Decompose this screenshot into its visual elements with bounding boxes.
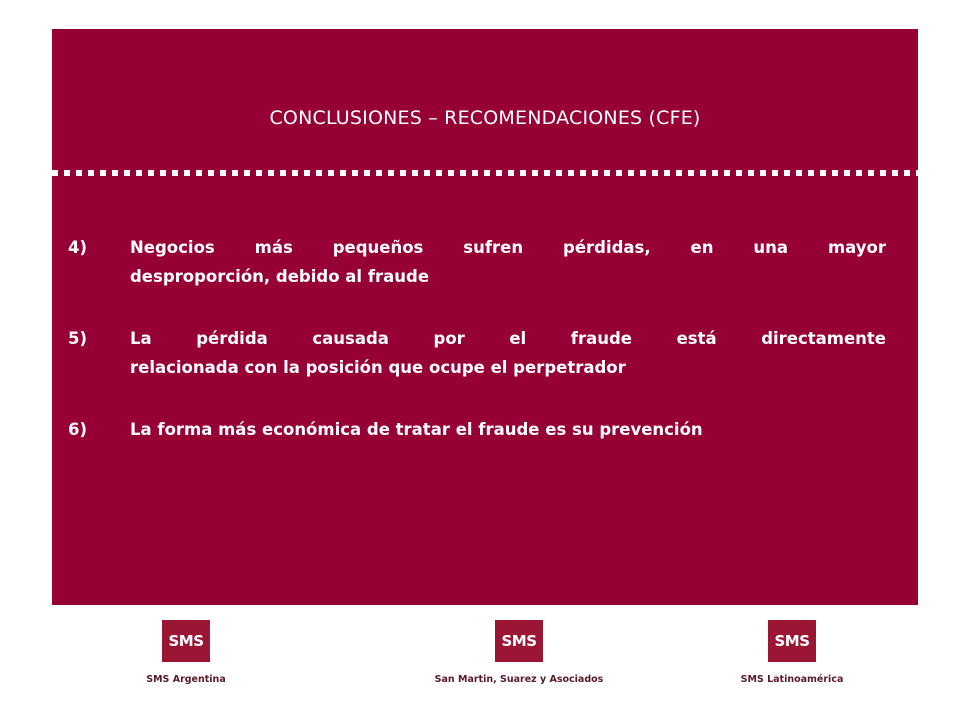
logo-caption: SMS Argentina (146, 674, 226, 685)
item-text-line: La forma más económica de tratar el fraude es su prevención (130, 420, 703, 439)
logo-sms-argentina (116, 620, 256, 685)
list-item (68, 324, 886, 382)
item-text-line: desproporción, debido al fraude (130, 267, 430, 286)
item-text-line: La pérdida causada por el fraude está directamente (130, 329, 886, 348)
sms-logo-mark: SMS (162, 620, 210, 662)
item-text-line: Negocios más pequeños sufren pérdidas, en una mayor (130, 238, 886, 257)
logo-san-martin-suarez (404, 620, 634, 685)
logo-sms-latinoamerica (712, 620, 872, 685)
logo-caption: San Martin, Suarez y Asociados (434, 674, 604, 685)
sms-logo-mark: SMS (495, 620, 543, 662)
item-number: 5) (68, 329, 88, 348)
list-item (68, 233, 886, 291)
dotted-divider (52, 170, 918, 176)
item-text-line: relacionada con la posición que ocupe el perpetrador (130, 358, 626, 377)
sms-logo-mark: SMS (768, 620, 816, 662)
item-number: 4) (68, 238, 88, 257)
logo-caption: SMS Latinoamérica (740, 674, 844, 685)
conclusions-list (68, 233, 886, 444)
slide-title: CONCLUSIONES – RECOMENDACIONES (CFE) (269, 107, 701, 129)
slide-panel (52, 29, 918, 605)
list-item (68, 415, 886, 444)
item-number: 6) (68, 420, 88, 439)
